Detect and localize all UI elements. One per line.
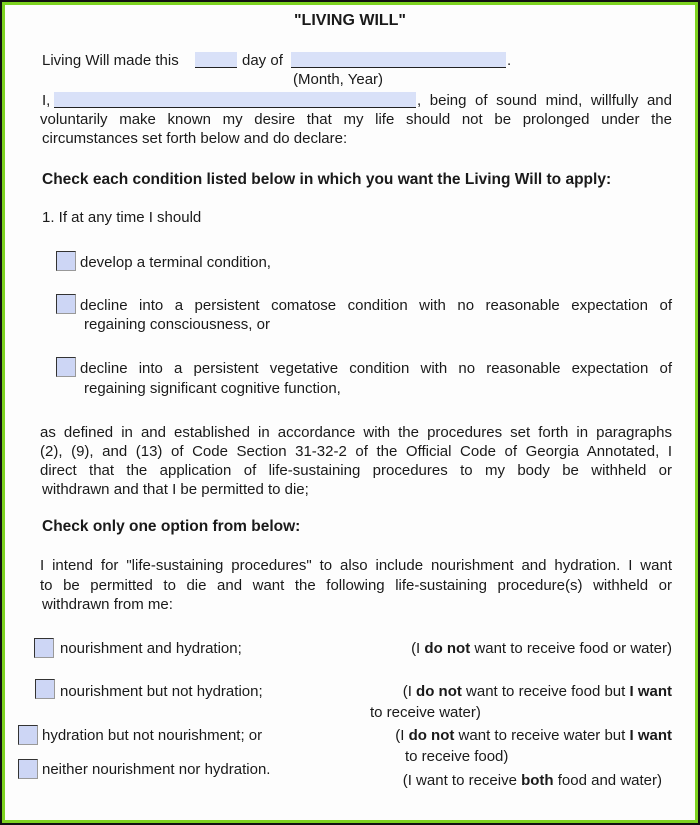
paragraph-line: as defined in and established in accordance with the procedures set forth in paragraphs xyxy=(40,424,672,441)
neither-checkbox[interactable] xyxy=(18,759,38,779)
option-description: (I do not want to receive food but I want xyxy=(402,683,672,700)
section1-heading: Check each condition listed below in which you want the Living Will to apply: xyxy=(42,171,612,188)
terminal-condition-checkbox[interactable] xyxy=(56,251,76,271)
option-description: (I do not want to receive food or water) xyxy=(411,640,672,657)
option-description-cont: to receive food) xyxy=(405,748,509,765)
i-prefix: I, xyxy=(42,92,51,109)
period: . xyxy=(507,52,512,69)
nourishment-not-hydration-checkbox[interactable] xyxy=(35,679,55,699)
intro-line2: voluntarily make known my desire that my life should not be prolonged under the xyxy=(40,111,672,128)
paragraph-line: direct that the application of life-sustaining procedures to my body be withheld or xyxy=(40,462,672,479)
option-description: (I do not want to receive water but I want xyxy=(395,727,672,744)
option-label: hydration but not nourishment; or xyxy=(42,727,263,744)
paragraph-line: withdrawn and that I be permitted to die; xyxy=(42,481,309,498)
option-label: neither nourishment nor hydration. xyxy=(42,761,271,778)
condition-label-cont: regaining significant cognitive function, xyxy=(84,380,341,397)
day-of-label: day of xyxy=(242,52,283,69)
condition-label-cont: regaining consciousness, or xyxy=(84,316,270,333)
paragraph-line: withdrawn from me: xyxy=(42,596,173,613)
section2-heading: Check only one option from below: xyxy=(42,518,301,535)
option-description-cont: to receive water) xyxy=(370,704,481,721)
intro-line3: circumstances set forth below and do declare: xyxy=(42,130,348,147)
vegetative-condition-checkbox[interactable] xyxy=(56,357,76,377)
paragraph-line: to be permitted to die and want the following life-sustaining procedure(s) withheld or xyxy=(40,577,672,594)
option-description: (I want to receive both food and water) xyxy=(402,772,662,789)
name-field[interactable] xyxy=(54,92,416,108)
condition-intro: 1. If at any time I should xyxy=(42,209,202,226)
condition-label: develop a terminal condition, xyxy=(80,254,271,271)
paragraph-line: I intend for "life-sustaining procedures" to also include nourishment and hydration. I want xyxy=(40,557,672,574)
made-this-label: Living Will made this xyxy=(42,52,179,69)
day-field[interactable] xyxy=(195,52,237,68)
option-label: nourishment and hydration; xyxy=(60,640,242,657)
comatose-condition-checkbox[interactable] xyxy=(56,294,76,314)
month-year-field[interactable] xyxy=(291,52,506,68)
option-label: nourishment but not hydration; xyxy=(60,683,263,700)
hydration-not-nourishment-checkbox[interactable] xyxy=(18,725,38,745)
paragraph-line: (2), (9), and (13) of Code Section 31-32-2 of the Official Code of Georgia Annotated, I xyxy=(40,443,672,460)
nourishment-and-hydration-checkbox[interactable] xyxy=(34,638,54,658)
condition-label: decline into a persistent vegetative condition with no reasonable expectation of xyxy=(80,360,672,377)
condition-label: decline into a persistent comatose condition with no reasonable expectation of xyxy=(80,297,672,314)
document-title: "LIVING WILL" xyxy=(293,12,407,29)
intro-line1: , being of sound mind, willfully and xyxy=(417,92,672,109)
month-year-caption: (Month, Year) xyxy=(293,71,384,88)
